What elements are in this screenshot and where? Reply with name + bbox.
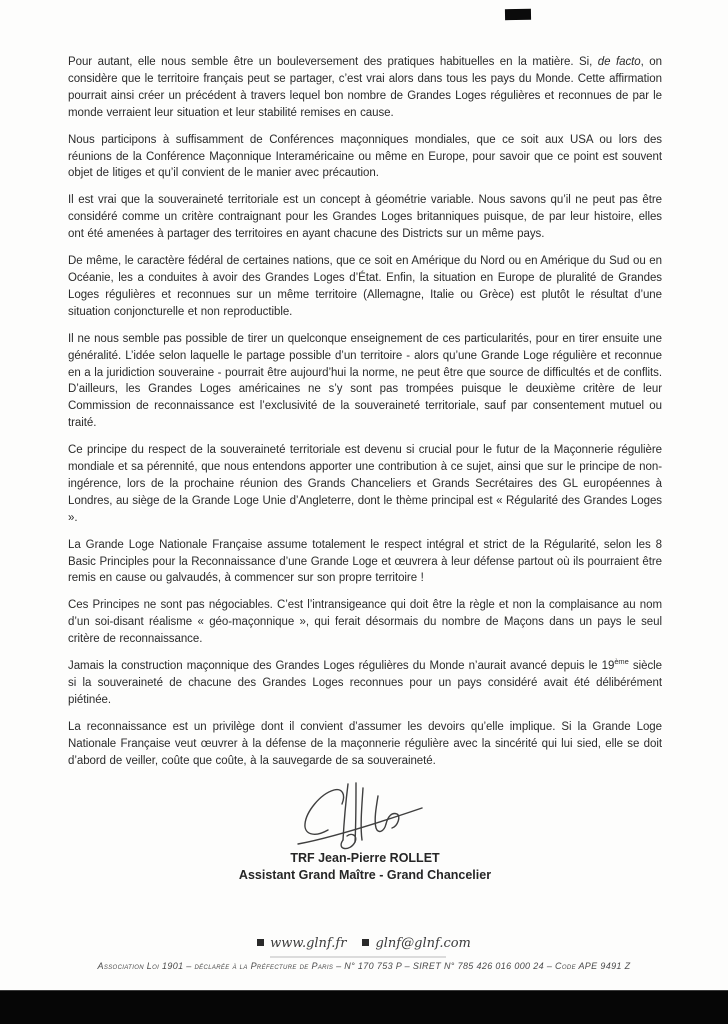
- signature-block: [68, 782, 662, 884]
- paragraph: Ces Principes ne sont pas négociables. C’est l’intransigeance qui doit être la règle et non la complaisance au nom d’un soi-disant réalisme « géo-maçonnique », qui ferait désormais du nombre de Maçons dans un pays le seul critère de reconnaissance.: [68, 599, 662, 646]
- website-text: www.glnf.fr: [270, 936, 347, 951]
- paragraph: De même, le caractère fédéral de certaines nations, que ce soit en Amérique du Nord ou en Amérique du Sud ou en Océanie, les a conduites à avoir des Grandes Loges d’État. Enfin, la situation en Europe de pluralité de Grandes Loges régulières et reconnues sur un même territoire (Allemagne, Italie ou Grèce) est plutôt le résultat d’une situation conjoncturelle et non reproductible.: [68, 255, 662, 318]
- paragraph: Nous participons à suffisamment de Conférences maçonniques mondiales, que ce soit aux USA ou lors des réunions de la Conférence Maçonnique Interaméricaine ou même en Europe, pour savoir que ce point est souvent objet de litiges et qu’il convient de le manier avec précaution.: [68, 133, 662, 180]
- paragraph: Il est vrai que la souveraineté territoriale est un concept à géométrie variable. Nous savons qu’il ne peut pas être considéré comme un critère contraignant pour les Grandes Loges britanniques puisque, de par leur histoire, elles ont été amenées à partager des territoires en ayant chacune des Districts sur un même pays.: [68, 194, 662, 241]
- signatory-title: Assistant Grand Maître - Grand Chancelier: [238, 867, 492, 882]
- paragraph: La reconnaissance est un privilège dont il convient d’assumer les devoirs qu’elle implique. Si la Grande Loge Nationale Française veut œuvrer à la défense de la maçonnerie régulière avec la sincérité qui lui sied, elle se doit d’abord de veiller, coûte que coûte, à la sauvegarde de sa souveraineté.: [68, 720, 662, 767]
- handwritten-signature-icon: [290, 782, 440, 854]
- signature-area: [68, 782, 662, 884]
- letter-body: [68, 54, 662, 884]
- legal-registration-line: Association Loi 1901 – déclarée à la Préfecture de Paris – N° 170 753 P – SIRET N° 785 426 016 000 24 – Code APE 9491 Z: [97, 961, 631, 971]
- square-bullet-icon: [257, 939, 264, 946]
- signatory-name: TRF Jean-Pierre ROLLET: [290, 850, 440, 865]
- paragraph: Ce principe du respect de la souveraineté territoriale est devenu si crucial pour le futur de la Maçonnerie régulière mondiale et sa pérennité, que nous entendons apporter une contribution à ce sujet, ainsi que sur le principe de non-ingérence, lors de la prochaine réunion des Grands Chanceliers et Grands Secrétaires des GL européennes à Londres, au siège de la Grande Loge Unie d’Angleterre, dont le thème principal est « Régularité des Grandes Loges ».: [68, 444, 662, 524]
- footer-divider: [270, 956, 446, 958]
- scan-artifact-top: [505, 9, 531, 20]
- scan-artifact-bottom: [0, 991, 728, 1024]
- paragraph: La Grande Loge Nationale Française assume totalement le respect intégral et strict de la Régularité, selon les 8 Basic Principles pour la Reconnaissance d’une Grande Loge et œuvrera à leur défense partout où ils pourraient être remis en cause ou galvaudés, à commencer sur son propre territoire !: [68, 538, 662, 585]
- square-bullet-icon: [362, 939, 369, 946]
- contact-line: [0, 936, 728, 951]
- paragraph: Pour autant, elle nous semble être un bouleversement des pratiques habituelles en la matière. Si, de facto, on considère que le territoire français peut se partager, c’est vrai alors dans tous les pays du Monde. Cette affirmation pourrait ainsi créer un précédent à travers lequel bon nombre de Grandes Loges régulières et reconnues de par le monde verraient leur situation et leur stabilité remises en cause.: [68, 56, 662, 119]
- paragraph: Il ne nous semble pas possible de tirer un quelconque enseignement de ces particularités, pour en tirer ensuite une généralité. L’idée selon laquelle le partage possible d’un territoire - alors qu’une Grande Loge régulière et reconnue en a la juridiction souveraine - pourrait être aujourd’hui la norme, ne peut être que source de difficultés et de conflits. D’ailleurs, les Grandes Loges américaines ne s’y sont pas trompées puisque le deuxième critère de leur Commission de reconnaissance est l’exclusivité de la souveraineté territoriale, sauf par consentement mutuel ou traité.: [68, 332, 662, 430]
- email-text: glnf@glnf.com: [375, 936, 471, 951]
- paragraph: Jamais la construction maçonnique des Grandes Loges régulières du Monde n’aurait avancé depuis le 19ème siècle si la souveraineté de chacune des Grandes Loges reconnues pour un pays considéré avait été délibérément piétinée.: [68, 657, 662, 706]
